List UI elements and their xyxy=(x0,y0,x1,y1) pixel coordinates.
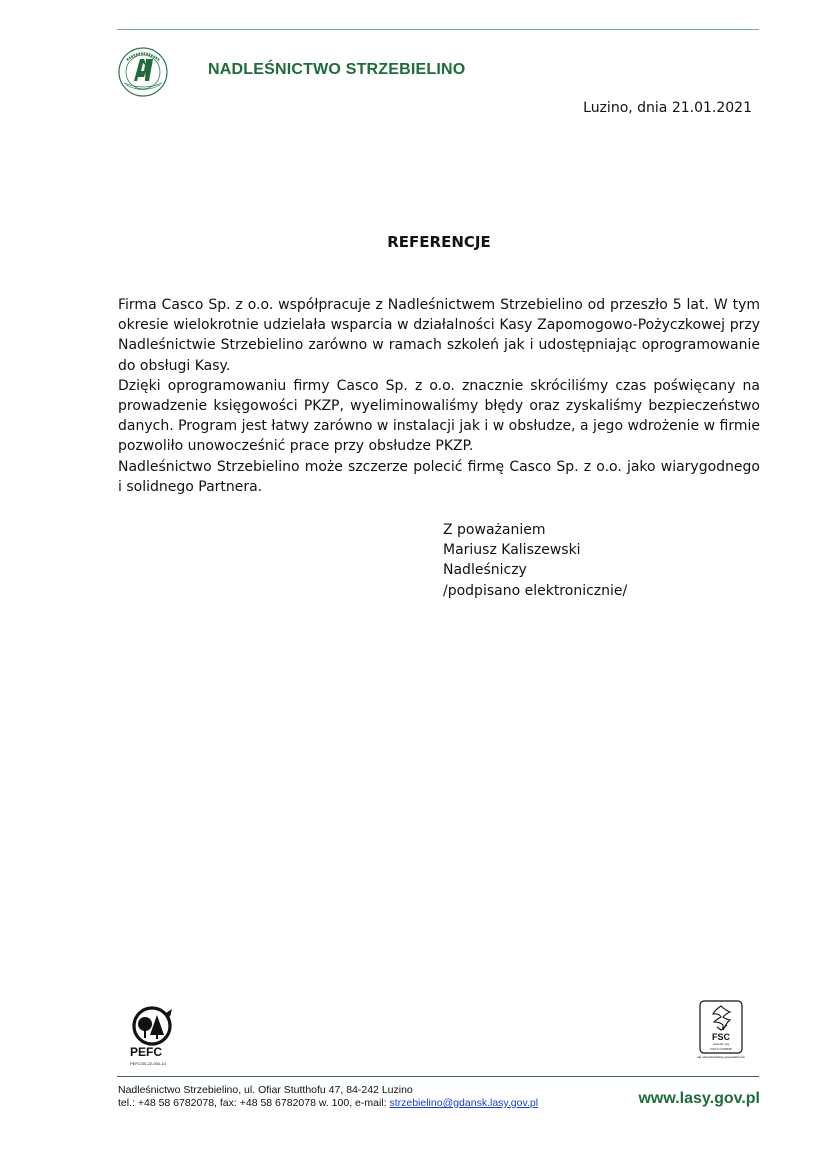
pefc-logo-icon xyxy=(128,1005,180,1067)
paragraph: Nadleśnictwo Strzebielino może szczerze polecić firmę Casco Sp. z o.o. jako wiarygodnego i solidnego Partnera. xyxy=(118,458,760,495)
contact-line xyxy=(118,1097,538,1110)
fsc-code: FSC® C016698 xyxy=(710,1047,732,1051)
signer-position: Nadleśniczy xyxy=(443,562,527,579)
footer-address xyxy=(118,1084,538,1110)
fsc-label: FSC xyxy=(712,1032,730,1042)
document-date: Luzino, dnia 21.01.2021 xyxy=(583,100,752,116)
document-body xyxy=(118,295,760,497)
pefc-code: PEFC/30-22-004-14 xyxy=(130,1061,166,1066)
email-link[interactable]: strzebielino@gdansk.lasy.gov.pl xyxy=(389,1097,539,1109)
signature-block xyxy=(443,520,627,601)
paragraph: Dzięki oprogramowaniu firmy Casco Sp. z o.o. znacznie skróciliśmy czas poświęcany na prowadzenie księgowości PKZP, wyeliminowaliśmy błędy oraz zyskaliśmy bezpieczeństwo danych. Program jest łatwy zarówno w instalacji jak i w obsłudze, a jego wdrożenie w firmie pozwoliło unowocześnić prace przy obsłudze PKZP. xyxy=(118,377,760,455)
document-title: REFERENCJE xyxy=(387,233,491,251)
contact-text: tel.: +48 58 6782078, fax: +48 58 6782078 w. 100, e-mail: xyxy=(118,1097,390,1109)
closing-text: Z poważaniem xyxy=(443,522,546,538)
paragraph: Firma Casco Sp. z o.o. współpracuje z Nadleśnictwem Strzebielino od przeszło 5 lat. W tym okresie wielokrotnie udzielała wsparcia w działalności Kasy Zapomogowo-Pożyczkowej przy Nadleśnictwie Strzebielino zarówno w ramach szkoleń jak i udostępniając oprogramowanie do obsługi Kasy. xyxy=(118,297,760,374)
fsc-caption: Znak odpowiedzialnej gospodarki leśnej xyxy=(697,1055,745,1059)
organization-name: NADLEŚNICTWO STRZEBIELINO xyxy=(208,61,466,78)
header-divider xyxy=(117,29,759,30)
fsc-logo-icon xyxy=(697,1000,745,1068)
website-link[interactable]: www.lasy.gov.pl xyxy=(638,1090,760,1107)
pefc-label: PEFC xyxy=(130,1045,163,1059)
address-line: Nadleśnictwo Strzebielino, ul. Ofiar Stutthofu 47, 84-242 Luzino xyxy=(118,1084,413,1096)
footer-divider xyxy=(117,1076,759,1077)
lasy-panstwowe-logo-icon xyxy=(116,47,170,97)
fsc-website: www.fsc.org xyxy=(712,1042,730,1046)
signer-name: Mariusz Kaliszewski xyxy=(443,542,581,559)
signature-note: /podpisano elektronicznie/ xyxy=(443,582,628,599)
